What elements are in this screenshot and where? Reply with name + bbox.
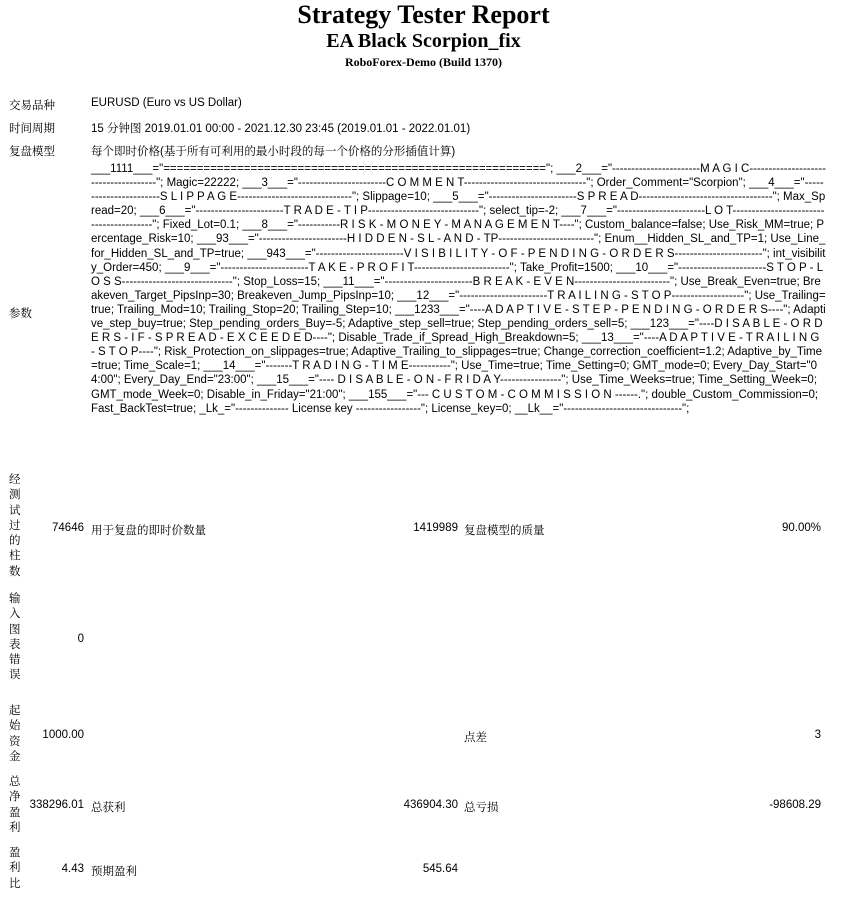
symbol-value: EURUSD (Euro vs US Dollar) — [91, 97, 242, 109]
spread-value: 3 — [814, 729, 821, 741]
profit-factor-value: 4.43 — [61, 863, 84, 875]
bars-label: 经测试过的柱数 — [9, 474, 21, 578]
errors-label: 输入图表错误 — [9, 593, 21, 682]
report-title: Strategy Tester Report — [297, 0, 550, 29]
symbol-label: 交易品种 — [9, 100, 55, 112]
profit-factor-label: 盈利比 — [9, 847, 21, 890]
gross-loss-value: -98608.29 — [769, 799, 821, 811]
gross-loss-label: 总亏损 — [464, 802, 499, 814]
model-label: 复盘模型 — [9, 146, 55, 158]
params-value: ___1111___="========================================================="; ___2___="-----------------------M A G I C-------------------------------------"; Magic=22222; ___3___="-----------------------C O M M E N T--------------------------------"; Order_Comment="Scorpion"; ___4___="-----------------------S L I P P A G E------------------------------"; Slippage=10; ___5___="-----------------------S P R E A D-----------------------------------"; Max_Spread=20; ___6___="-----------------------T R A D E - T I P-----------------------------"; select_tip=-2; ___7___="-----------------------L O T----------------------------------------"; Fixed_Lot=0.1; ___8___="-----------R I S K - M O N E Y - M A N A G E M E N T----"; Custom_balance=false; Use_Risk_MM=true; Percentage_Risk=10; ___93___="-----------------------H I D D E N - S L - A N D - TP-------------------------"; Enum__Hidden_SL_and_TP=1; Use_Line_for_Hidden_SL_and_TP=true; ___943___="-----------------------V I S I B I L I T Y - O F - P E N D I N G - O R D E R S-----------------------"; int_visibility_Order=450; ___9___="-----------------------T A K E - P R O F I T-------------------------"; Take_Profit=1500; ___10___="-----------------------S T O P - L O S S-----------------------------"; Stop_Loss=15; ___11___="-----------------------B R E A K - E V E N-------------------------"; Use_Break_Even=true; Breakeven_Target_PipsInp=30; Breakeven_Jump_PipsInp=10; ___12___="-----------------------T R A I L I N G - S T O P-------------------"; Use_Trailing=true; Trailing_Mod=10; Trailing_Stop=20; Trailing_Step=10; ___1233___="----A D A P T I V E - S T E P - P E N D I N G - O R D E R S----"; Adaptive_step_buy=true; Step_pending_orders_Buy=-5; Adaptive_step_sell=true; Step_pending_orders_sell=5; ___123___="----D I S A B L E - O R D E R S - I F - S P R E A D - E X C E E D E D----"; Disable_Trade_if_Spread_High_Breakdown=5; ___13___="----A D A P T I V E - T R A I L I N G - S T O P----"; Risk_Protection_on_slippages=true; Adaptive_Trailing_to_slippages=true; Change_correction_coefficient=1.2; Adaptive_by_Time=true; Time_Scale=1; ___14___="-------T R A D I N G - T I M E-----------"; Use_Time=true; Time_Setting=0; GMT_mode=0; Every_Day_Start="04:00"; Every_Day_End="23:00"; ___15___="---- D I S A B L E - O N - F R I D A Y----------------"; Use_Time_Weeks=true; Time_Setting_Week=0; GMT_mode_Week=0; Disable_in_Friday="21:00"; ___155___="--- C U S T O M - C O M M I S S I O N ------."; double_Custom_Commission=0; Fast_BackTest=true; _Lk_="-------------- License key -----------------"; License_key=0; __Lk__="-------------------------------"; — [91, 163, 826, 415]
net-profit-label: 总净盈利 — [9, 776, 21, 834]
quality-label: 复盘模型的质量 — [464, 525, 545, 537]
gross-profit-label: 总获利 — [91, 802, 126, 814]
period-value: 15 分钟图 2019.01.01 00:00 - 2021.12.30 23:45 (2019.01.01 - 2022.01.01) — [91, 123, 471, 135]
deposit-value: 1000.00 — [42, 729, 84, 741]
spread-label: 点差 — [464, 732, 487, 744]
ticks-value: 1419989 — [413, 522, 458, 534]
quality-value: 90.00% — [781, 522, 821, 534]
period-label: 时间周期 — [9, 123, 55, 135]
server-name: RoboForex-Demo (Build 1370) — [344, 55, 503, 69]
bars-value: 74646 — [52, 522, 84, 534]
net-profit-value: 338296.01 — [29, 799, 84, 811]
errors-value: 0 — [77, 633, 84, 645]
gross-profit-value: 436904.30 — [403, 799, 458, 811]
model-value: 每个即时价格(基于所有可利用的最小时段的每一个价格的分形插值计算) — [91, 146, 456, 158]
deposit-label: 起始资金 — [9, 705, 21, 763]
params-label: 参数 — [9, 308, 32, 320]
ticks-label: 用于复盘的即时价数量 — [91, 525, 206, 537]
expected-payoff-label: 预期盈利 — [91, 866, 137, 878]
ea-name: EA Black Scorpion_fix — [326, 30, 521, 52]
expected-payoff-value: 545.64 — [422, 863, 458, 875]
